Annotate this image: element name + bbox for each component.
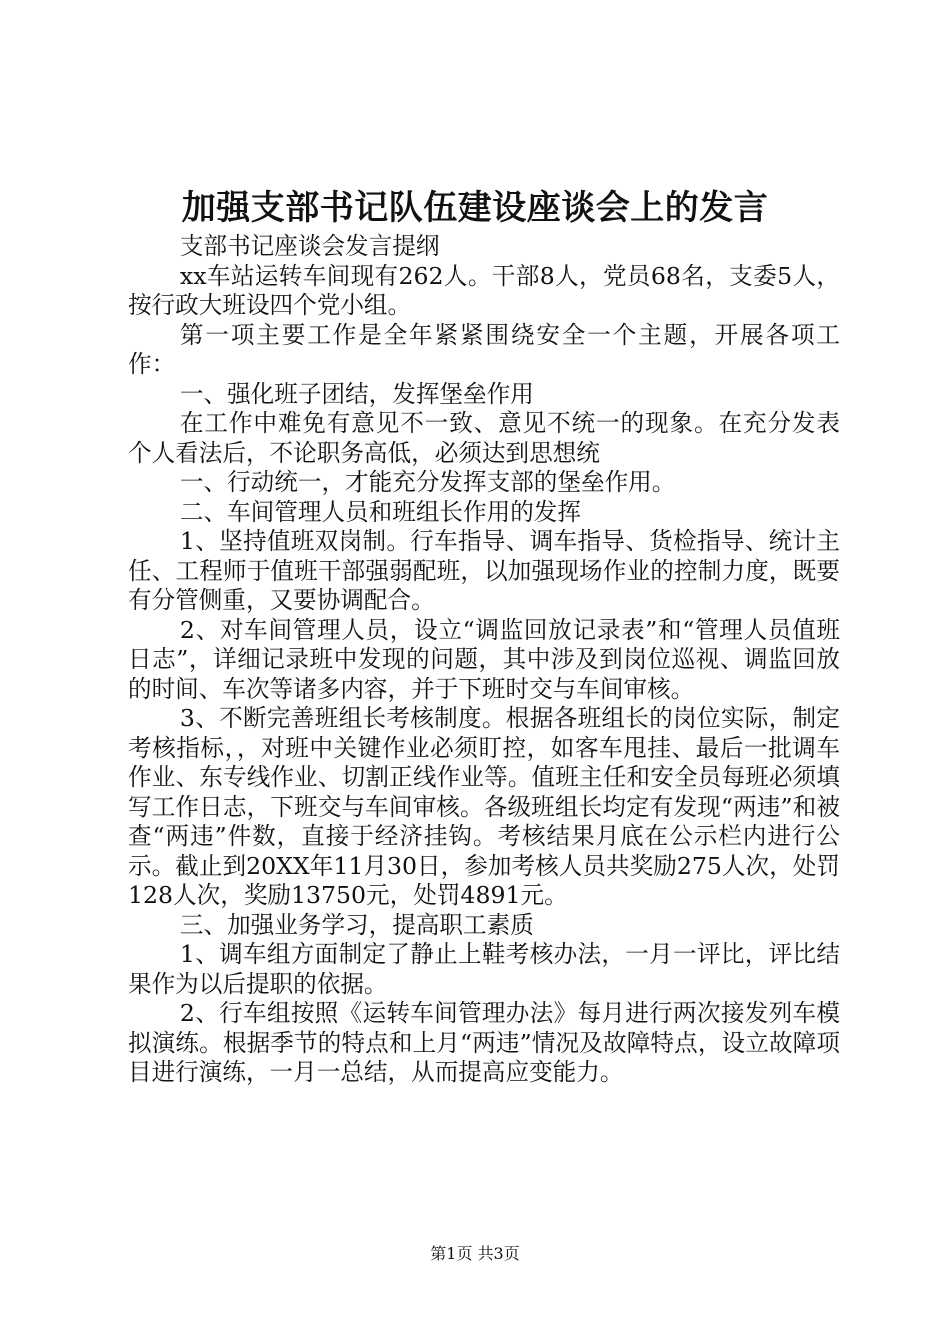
paragraph-item-2-1: 1、坚持值班双岗制。行车指导、调车指导、货检指导、统计主任、工程师于值班干部强弱配班，以加强现场作业的控制力度，既要有分管侧重，又要协调配合。: [128, 527, 840, 614]
paragraph-item-3-2: 2、行车组按照《运转车间管理办法》每月进行两次接发列车模拟演练。根据季节的特点和上月“两违”情况及故障特点，设立故障项目进行演练，一月一总结，从而提高应变能力。: [128, 999, 840, 1086]
document-body: [128, 232, 840, 1088]
paragraph-item-2-2: 2、对车间管理人员，设立“调监回放记录表”和“管理人员值班日志”，详细记录班中发现的问题，其中涉及到岗位巡视、调监回放的时间、车次等诸多内容，并于下班时交与车间审核。: [128, 615, 840, 703]
paragraph-action-unity: 一、行动统一，才能充分发挥支部的堡垒作用。: [179, 468, 676, 496]
paragraph-item-3-1: 1、调车组方面制定了静止上鞋考核办法，一月一评比，评比结果作为以后提职的依据。: [128, 940, 840, 998]
paragraph-opinions: 在工作中难免有意见不一致、意见不统一的现象。在充分发表个人看法后，不论职务高低，必须达到思想统: [128, 409, 840, 467]
section-heading-2: 二、车间管理人员和班组长作用的发挥: [179, 497, 581, 526]
paragraph-workshop-overview: xx车站运转车间现有262人。干部8人，党员68名，支委5人，按行政大班设四个党小组。: [128, 261, 840, 319]
paragraph-item-2-3: 3、不断完善班组长考核制度。根据各班组长的岗位实际，制定考核指标，，对班中关键作业必须盯控，如客车甩挂、最后一批调车作业、东专线作业、切割正线作业等。值班主任和安全员每班必须填写工作日志，下班交与车间审核。各级班组长均定有发现“两违”和被查“两违”件数，直接于经济挂钩。考核结果月底在公示栏内进行公示。截止到20XX年11月30日，参加考核人员共奖励275人次，处罚128人次，奖励13750元，处罚4891元。: [128, 704, 840, 909]
section-heading-3: 三、加强业务学习，提高职工素质: [179, 910, 534, 939]
page-footer: 第1页 共3页: [430, 1244, 520, 1263]
section-heading-1: 一、强化班子团结，发挥堡垒作用: [179, 379, 534, 408]
paragraph-outline-heading: 支部书记座谈会发言提纲: [179, 232, 440, 260]
paragraph-main-work: 第一项主要工作是全年紧紧围绕安全一个主题，开展各项工作：: [128, 320, 840, 378]
document-title: 加强支部书记队伍建设座谈会上的发言: [181, 188, 769, 228]
